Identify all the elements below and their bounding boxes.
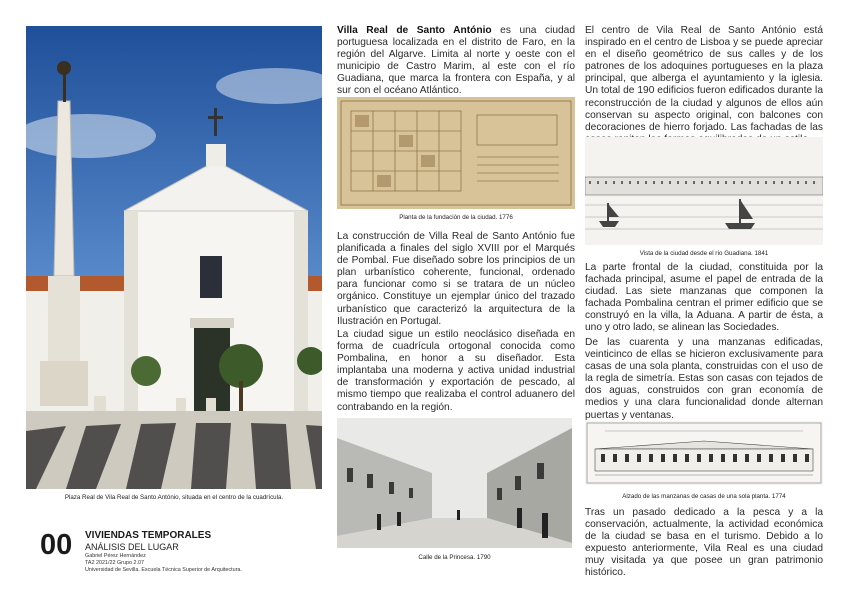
sheet-number: 00 bbox=[40, 529, 73, 561]
elevation-drawing bbox=[585, 421, 823, 485]
paragraph-planning: La construcción de Villa Real de Santo António fue planificada a finales del siglo XVIII por el Marqués de Pombal. Fue diseñado sobre los principios de un plan urbanístico coherente, funcional, ordenado para funcionar como si se tratara de un núcleo orgánico. Constituye un ejemplar único del trazado urbanístico que caracterizó la arquitectura de la Ilustración en Portugal. bbox=[337, 231, 575, 327]
sheet-subtitle: ANÁLISIS DEL LUGAR bbox=[85, 542, 179, 552]
paragraph-blocks: De las cuarenta y una manzanas edificadas, veinticinco de ellas se hicieron exclusivamente para casas de una sola planta, construidas con el uso de la regla de simetría. Estas son casas con tejados de dos aguas, construidos con gran economía de medios y una clara funcionalidad donde alternan puertas y ventanas. bbox=[585, 337, 823, 421]
street-photo-drawing bbox=[337, 418, 572, 548]
river-view-caption: Vista de la ciudad desde el río Guadiana. 1841 bbox=[639, 250, 769, 257]
river-view-drawing bbox=[585, 137, 823, 245]
paragraph-center: El centro de Vila Real de Santo António está inspirado en el centro de Lisboa y se puede apreciar en el diseño geométrico de sus calles y de los patrones de los adoquines portugueses en la plaza principal, que alberga el ayuntamiento y la iglesia. Un total de 190 edificios fueron edificados durante la reconstrucción de la ciudad y algunos de ellos aún conservan su aspecto original, con balcones con decoraciones de hierro forjado. Las fachadas de las bbox=[585, 25, 823, 133]
title-block bbox=[40, 528, 340, 578]
main-photo-plaza-real bbox=[26, 26, 322, 489]
river-view-image bbox=[585, 137, 823, 245]
elevation-caption: Alzado de las manzanas de casas de una sola planta. 1774 bbox=[622, 493, 786, 500]
paragraph-intro bbox=[337, 25, 575, 98]
intro-text: es una ciudad portuguesa localizada en el distrito de Faro, en la región del Algarve. Limita al norte y oeste con el municipio de Castro Marim, al este con el río Guadiana, que marca la frontera con España, y al sur con el océano Atlántico. bbox=[337, 25, 575, 97]
foundation-plan-image bbox=[337, 97, 575, 209]
paragraph-tourism: Tras un pasado dedicado a la pesca y a la conservación, actualmente, la actividad económica de la ciudad se basa en el turismo. Debido a lo expuesto anteriormente, Vila Real es una ciudad muy visitada ya que posee un gran patrimonio histórico. bbox=[585, 507, 823, 579]
paragraph-front: La parte frontal de la ciudad, constituida por la fachada principal, asume el papel de entrada de la ciudad. Las siete manzanas que componen la fachada Pombalina centran el primer edificio que se construyó en la villa, la Aduana. A partir de ésta, a uno y otro lado, se alinean las Sociedades. bbox=[585, 262, 823, 334]
intro-city-name: Villa Real de Santo António bbox=[337, 25, 492, 36]
elevation-image bbox=[585, 421, 823, 485]
plaza-real-illustration bbox=[26, 26, 322, 489]
school-name: Universidad de Sevilla. Escuela Técnica Superior de Arquitectura. bbox=[85, 567, 242, 573]
author-name: Gabriel Pérez Hernández bbox=[85, 553, 146, 559]
foundation-plan-drawing bbox=[337, 97, 575, 209]
main-photo-caption: Plaza Real de Vila Real de Santo António, situada en el centro de la cuadrícula. bbox=[64, 494, 284, 501]
street-photo-image bbox=[337, 418, 572, 548]
sheet-title: VIVIENDAS TEMPORALES bbox=[85, 530, 212, 541]
foundation-plan-caption: Planta de la fundación de la ciudad. 1776 bbox=[399, 214, 513, 221]
course-info: TA2 2021/22 Grupo 2.07 bbox=[85, 560, 144, 566]
paragraph-neoclassic: La ciudad sigue un estilo neoclásico diseñada en forma de cuadrícula ortogonal conocida como Pombalina, en honor a su diseñador. Esta implantaba una moderna y activa unidad industrial de transformación y exportación de pescado, al mismo tiempo que realizaba el control aduanero del contrabando en la región. bbox=[337, 329, 575, 413]
street-photo-caption: Calle de la Princesa. 1790 bbox=[418, 554, 491, 561]
